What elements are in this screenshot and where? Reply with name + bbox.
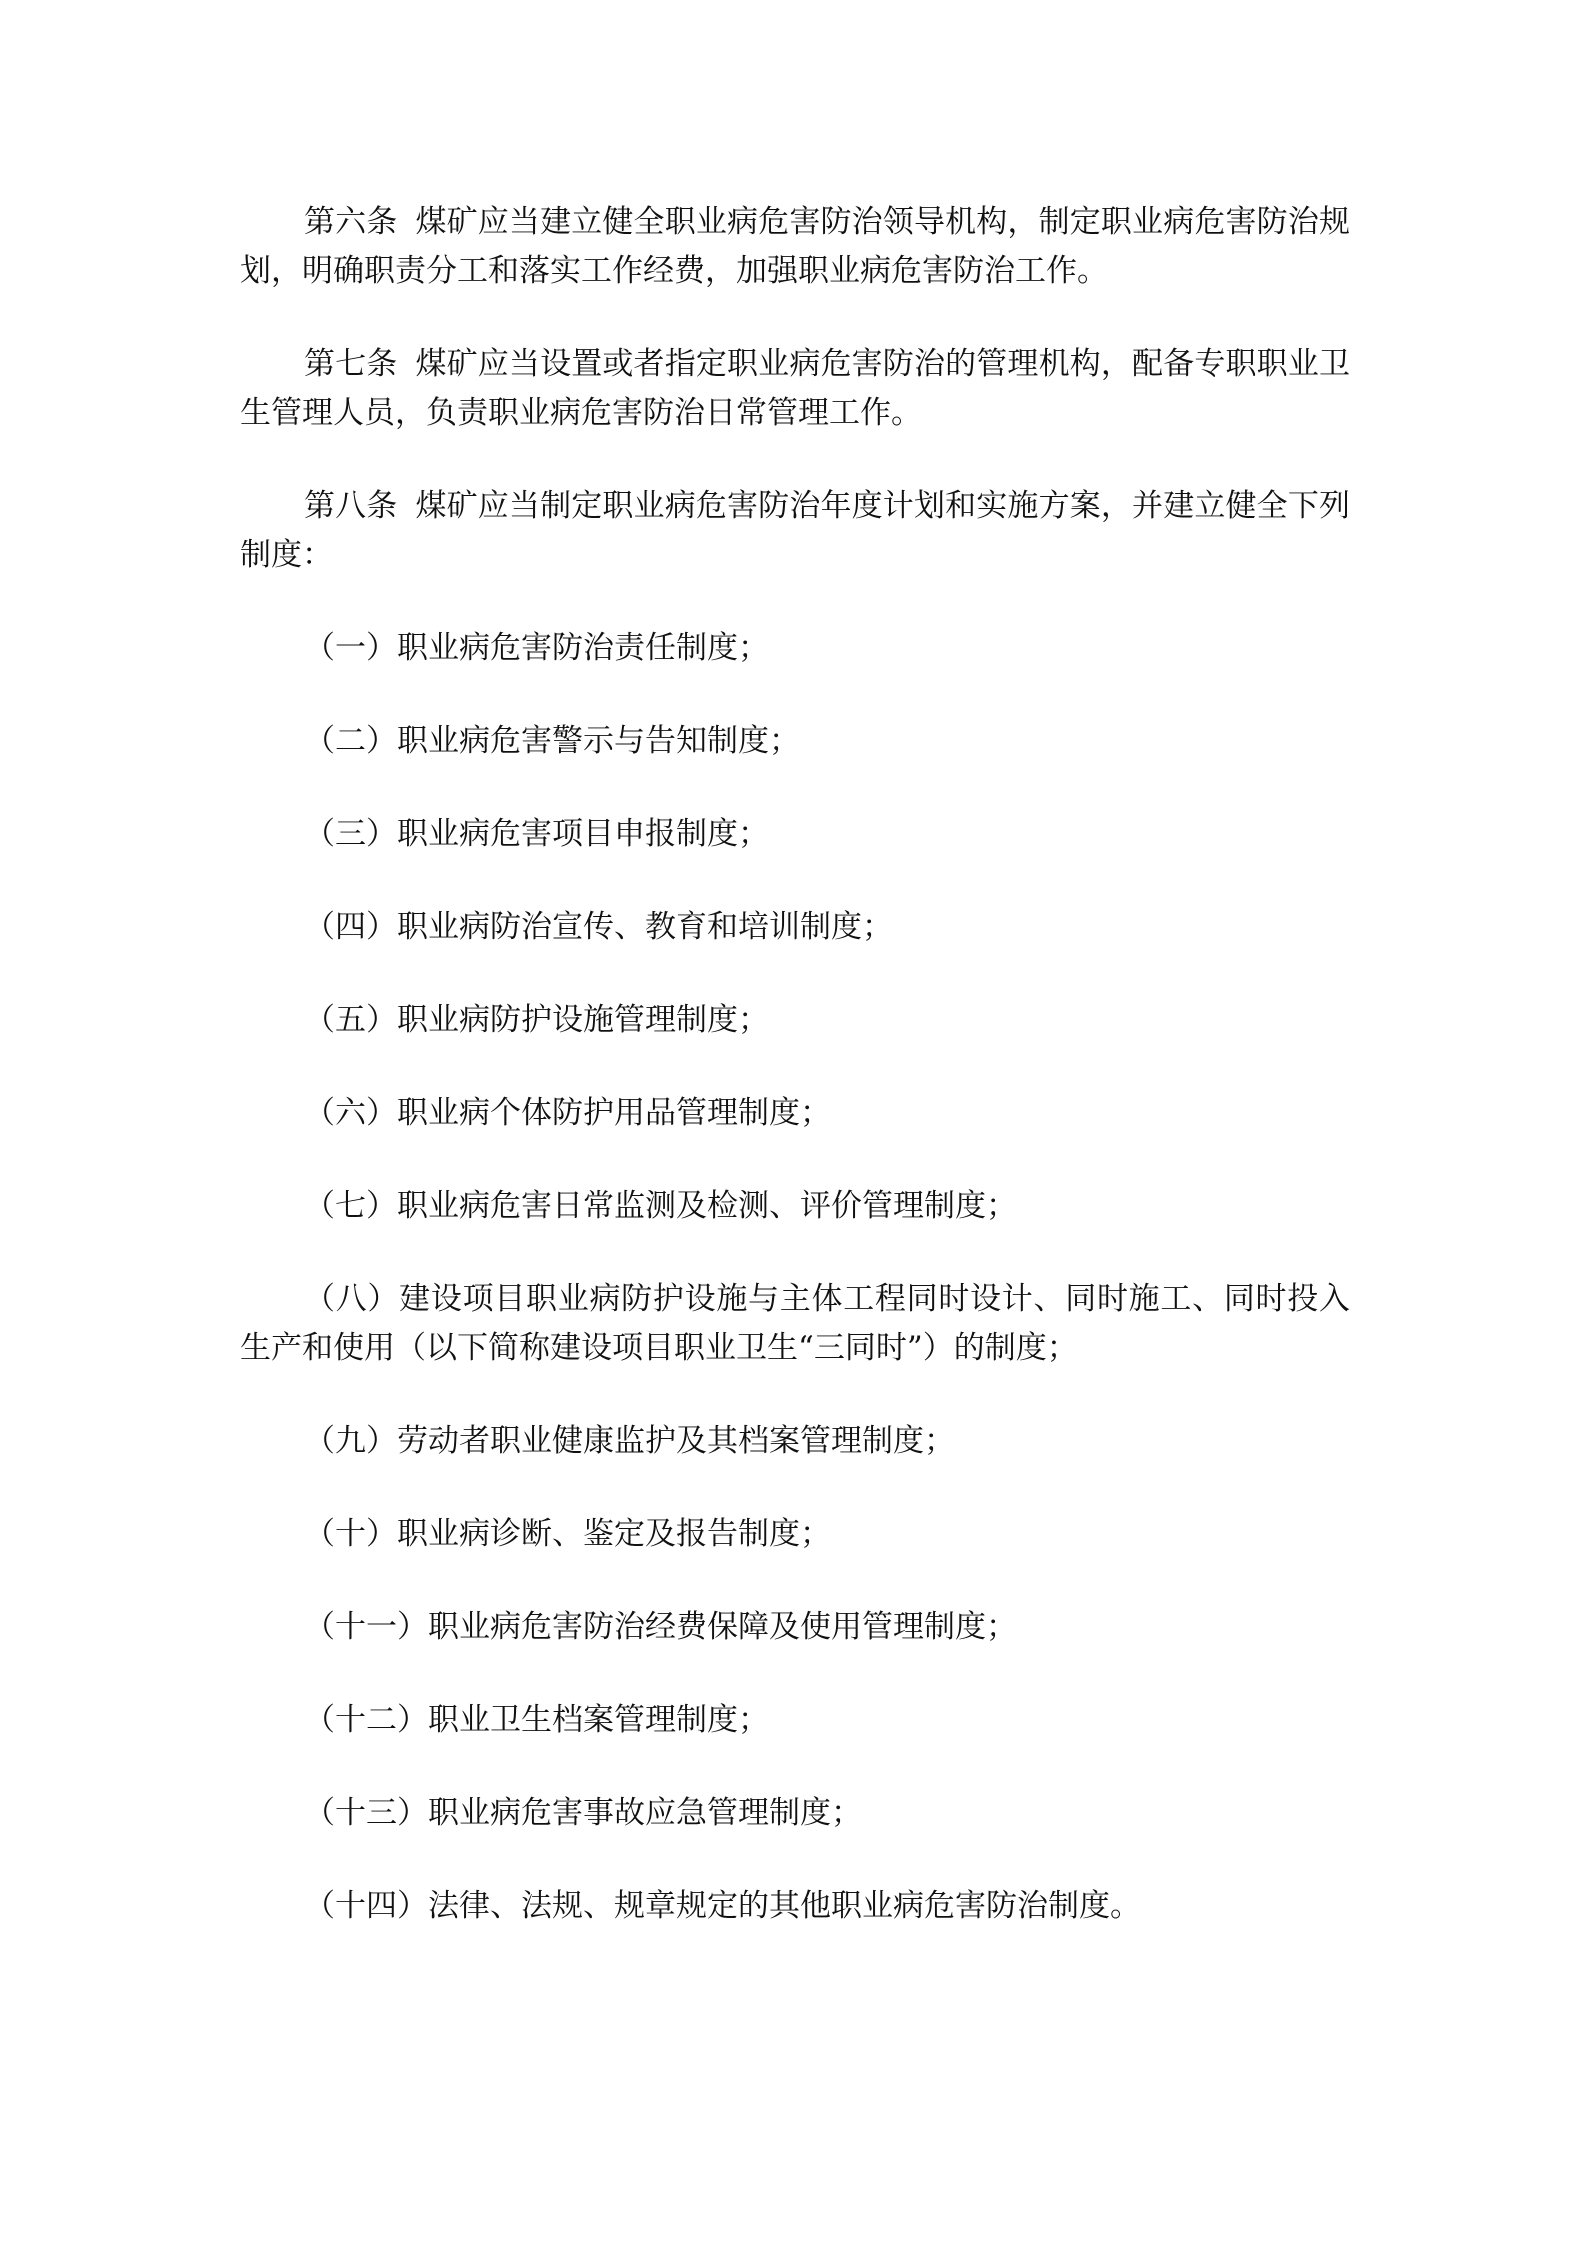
list-item: （十二）职业卫生档案管理制度；: [304, 1702, 769, 1738]
list-item: （五）职业病防护设施管理制度；: [304, 1002, 769, 1038]
list-item: （十）职业病诊断、鉴定及报告制度；: [304, 1516, 831, 1552]
article-text: 煤矿应当制定职业病危害防治年度计划和实施方案，并建立健全下列制度：: [240, 488, 1350, 573]
article-6: [240, 198, 1350, 296]
article-7: [240, 340, 1350, 438]
list-item: （七）职业病危害日常监测及检测、评价管理制度；: [304, 1188, 1017, 1224]
list-item: （八）建设项目职业病防护设施与主体工程同时设计、同时施工、同时投入生产和使用（以下简称建设项目职业卫生“三同时”）的制度；: [240, 1281, 1350, 1366]
list-item: （四）职业病防治宣传、教育和培训制度；: [304, 909, 893, 945]
article-text: 煤矿应当建立健全职业病危害防治领导机构，制定职业病危害防治规划，明确职责分工和落实工作经费，加强职业病危害防治工作。: [240, 204, 1350, 289]
list-item: （十三）职业病危害事故应急管理制度；: [304, 1795, 862, 1831]
list-item: （十四）法律、法规、规章规定的其他职业病危害防治制度。: [304, 1888, 1141, 1924]
list-item: （二）职业病危害警示与告知制度；: [304, 723, 800, 759]
article-text: 煤矿应当设置或者指定职业病危害防治的管理机构，配备专职职业卫生管理人员，负责职业病危害防治日常管理工作。: [240, 346, 1350, 431]
list-item: （一）职业病危害防治责任制度；: [304, 630, 769, 666]
article-number: 第六条: [304, 204, 398, 240]
article-number: 第八条: [304, 488, 398, 524]
document-body: [240, 198, 1350, 1975]
list-item: （十一）职业病危害防治经费保障及使用管理制度；: [304, 1609, 1017, 1645]
list-item: （三）职业病危害项目申报制度；: [304, 816, 769, 852]
list-item: （九）劳动者职业健康监护及其档案管理制度；: [304, 1423, 955, 1459]
list-item: （六）职业病个体防护用品管理制度；: [304, 1095, 831, 1131]
article-number: 第七条: [304, 346, 398, 382]
article-8: [240, 482, 1350, 580]
